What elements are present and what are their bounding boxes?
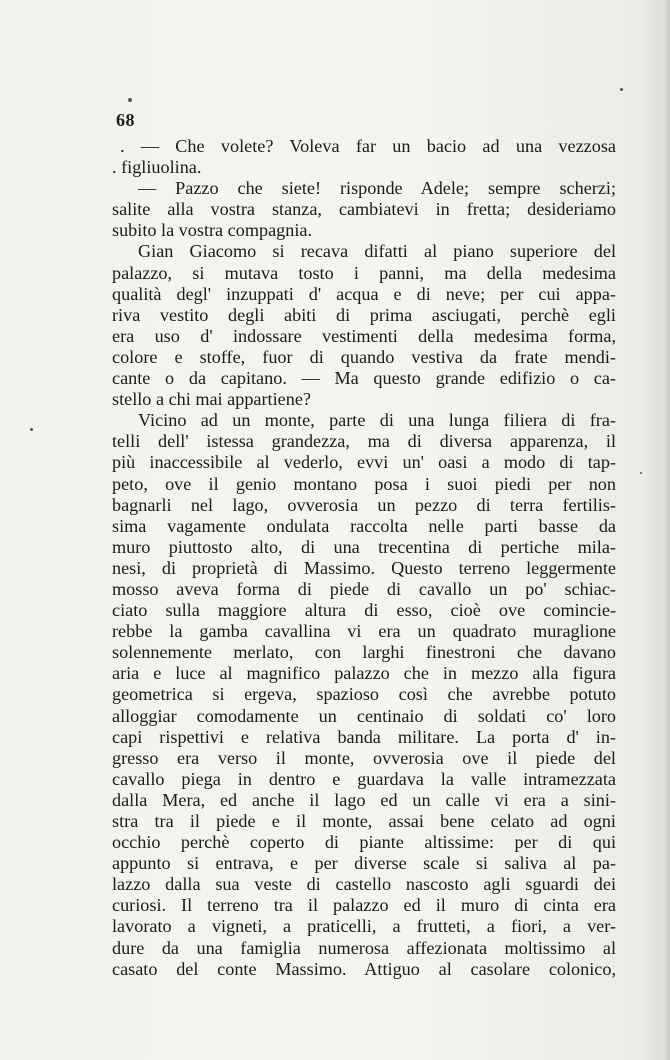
text-line: appunto si entrava, e per diverse scale si saliva al pa- — [112, 853, 616, 874]
page-number: 68 — [116, 110, 135, 130]
text-line: stello a chi mai appartiene? — [112, 389, 311, 410]
text-line: capi rispettivi e relativa banda militare. La porta d' in- — [112, 726, 616, 747]
text-line: peto, ove il genio montano posa i suoi piedi per non — [112, 473, 616, 494]
text-line: — Pazzo che siete! risponde Adele; sempre scherzi; — [138, 178, 616, 199]
text-line: subito la vostra compagnia. — [112, 220, 313, 241]
text-line: lavorato a vigneti, a praticelli, a frutteti, a fiori, a ver- — [112, 916, 616, 937]
text-line: gresso era verso il monte, ovverosia ove il piede del — [112, 747, 616, 768]
body-text — [112, 136, 616, 980]
text-line: cante o da capitano. — Ma questo grande edifizio o ca- — [112, 368, 616, 389]
text-line: salite alla vostra stanza, cambiatevi in fretta; desideriamo — [112, 199, 616, 220]
scan-speck — [620, 88, 623, 91]
text-line: curiosi. Il terreno tra il palazzo ed il muro di cinta era — [112, 895, 616, 916]
text-line: era uso d' indossare vestimenti della medesima forma, — [112, 325, 616, 346]
text-line: solennemente merlato, con larghi finestroni che davano — [112, 642, 616, 663]
text-line: riva vestito degli abiti di prima asciugati, perchè egli — [112, 304, 616, 325]
text-line: stra tra il piede e il monte, assai bene celato ad ogni — [112, 811, 616, 831]
text-line: più inaccessibile al vederlo, evvi un' oasi a modo di tap- — [112, 452, 616, 473]
text-line: palazzo, si mutava tosto i panni, ma della medesima — [112, 262, 616, 283]
text-line: casato del conte Massimo. Attiguo al casolare colonico, — [112, 958, 616, 979]
text-line: qualità degl' inzuppati d' acqua e di neve; per cui appa- — [112, 283, 616, 304]
text-line: sima vagamente ondulata raccolta nelle parti basse da — [112, 515, 616, 536]
scan-speck — [30, 428, 33, 431]
text-line: telli dell' istessa grandezza, ma di diversa apparenza, il — [112, 431, 616, 452]
text-line: lazzo dalla sua veste di castello nascosto agli sguardi dei — [112, 874, 616, 895]
text-line: mosso aveva forma di piede di cavallo un po' schiac- — [112, 578, 616, 599]
scan-speck — [640, 472, 642, 474]
text-line: Gian Giacomo si recava difatti al piano superiore del — [138, 241, 616, 262]
text-line: aria e luce al magnifico palazzo che in mezzo alla figura — [112, 663, 616, 684]
text-line: geometrica si ergeva, spazioso così che avrebbe potuto — [112, 684, 616, 705]
text-line: . figliuolina. — [112, 157, 202, 178]
text-line: nesi, di proprietà di Massimo. Questo terreno leggermente — [112, 557, 616, 578]
text-line: muro piuttosto alto, di una trecentina di pertiche mila- — [112, 536, 616, 557]
scan-speck — [128, 98, 132, 102]
page-edge-shadow — [662, 0, 670, 1060]
text-line: cavallo piega in dentro e guardava la valle intramezzata — [112, 768, 616, 789]
text-line: colore e stoffe, fuor di quando vestiva da frate mendi- — [112, 346, 616, 367]
text-line: ciato sulla maggiore altura di esso, cioè ove comincie- — [112, 600, 616, 621]
text-line: Vicino ad un monte, parte di una lunga filiera di fra- — [138, 410, 616, 431]
text-line: . — Che volete? Voleva far un bacio ad una vezzosa — [120, 136, 616, 156]
text-line: alloggiar comodamente un centinaio di soldati co' loro — [112, 705, 616, 726]
text-line: bagnarli nel lago, ovverosia un pezzo di terra fertilis- — [112, 494, 616, 515]
text-line: rebbe la gamba cavallina vi era un quadrato muraglione — [112, 621, 616, 642]
text-line: dalla Mera, ed anche il lago ed un calle vi era a sini- — [112, 789, 616, 810]
text-line: dure da una famiglia numerosa affezionata moltissimo al — [112, 937, 616, 958]
text-line: occhio perchè coperto di piante altissime: per di qui — [112, 832, 616, 853]
